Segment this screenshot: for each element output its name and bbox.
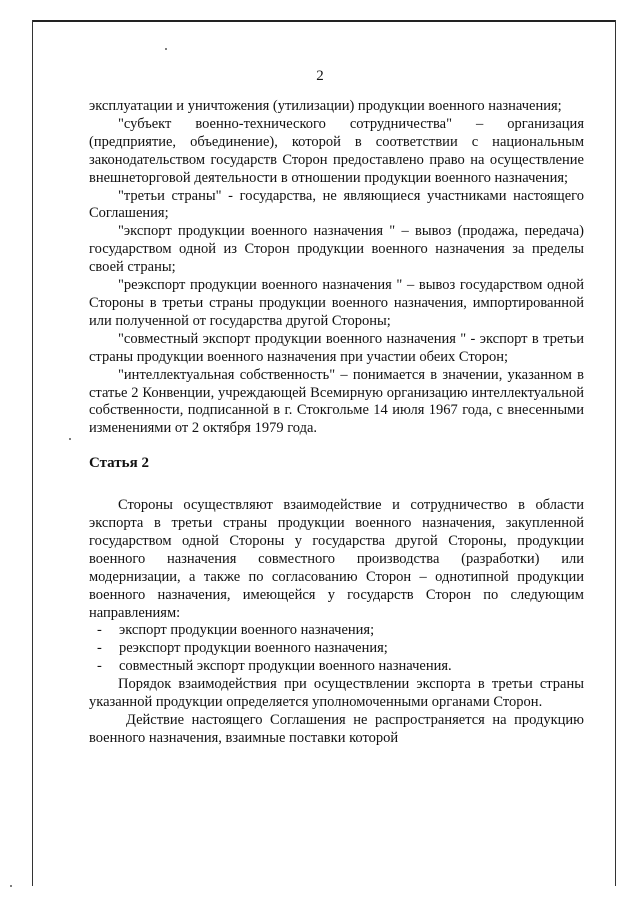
article-intro-paragraph: Стороны осуществляют взаимодействие и сотрудничество в области экспорта в третьи страны продукции военного назначения, закупленной государством одной Стороны у государства другой Стороны, продукции военного назначения совместного производства (разработки) или модернизации, а также по согласованию Сторон – однотипной продукции военного назначения, имеющейся у государств Сторон по следующим направлениям: [89,497,584,621]
scan-speck [10,885,12,887]
directions-list [89,622,584,676]
definition-paragraph: "экспорт продукции военного назначения " – вывоз (продажа, передача) государством одной из Сторон продукции военного назначения за пределы своей страны; [89,223,584,276]
document-body [89,98,584,748]
list-item [89,658,584,676]
list-item [89,622,584,640]
article-paragraph: Действие настоящего Соглашения не распространяется на продукцию военного назначения, взаимные поставки которой [89,712,584,746]
page-number: 2 [316,68,324,84]
list-item-text: реэкспорт продукции военного назначения; [119,640,388,657]
list-dash: - [97,640,102,657]
definition-paragraph: эксплуатации и уничтожения (утилизации) продукции военного назначения; [89,98,562,114]
list-item [89,640,584,658]
list-dash: - [97,658,102,675]
page-frame-left-border [32,20,33,886]
page-frame-right-border [615,20,616,886]
article-heading: Статья 2 [89,455,149,472]
list-item-text: экспорт продукции военного назначения; [119,622,375,639]
definition-paragraph: "совместный экспорт продукции военного назначения " - экспорт в третьи страны продукции военного назначения при участии обеих Сторон; [89,330,584,365]
scan-speck [165,48,167,50]
article-paragraph: Порядок взаимодействия при осуществлении экспорта в третьи страны указанной продукции определяется уполномоченными органами Сторон. [89,676,584,711]
page-frame-top-border [32,20,616,22]
definition-paragraph: "субъект военно-технического сотрудничества" – организация (предприятие, объединение), которой в соответствии с национальным законодательством государств Сторон предоставлено право на осуществление внешнеторговой деятельности в отношении продукции военного назначения; [89,115,584,186]
definition-paragraph: "интеллектуальная собственность" – понимается в значении, указанном в статье 2 Конвенции, учреждающей Всемирную организацию интеллектуальной собственности, подписанной в г. Стокгольме 14 июля 1967 года, с внесенными изменениями от 2 октября 1979 года. [89,366,584,437]
scan-speck [69,438,71,440]
list-dash: - [97,622,102,639]
list-item-text: совместный экспорт продукции военного назначения. [119,658,452,675]
definition-paragraph: "третьи страны" - государства, не являющиеся участниками настоящего Соглашения; [89,187,584,222]
definition-paragraph: "реэкспорт продукции военного назначения " – вывоз государством одной Стороны в третьи страны продукции военного назначения, импортированной или полученной от государства другой Стороны; [89,277,584,329]
